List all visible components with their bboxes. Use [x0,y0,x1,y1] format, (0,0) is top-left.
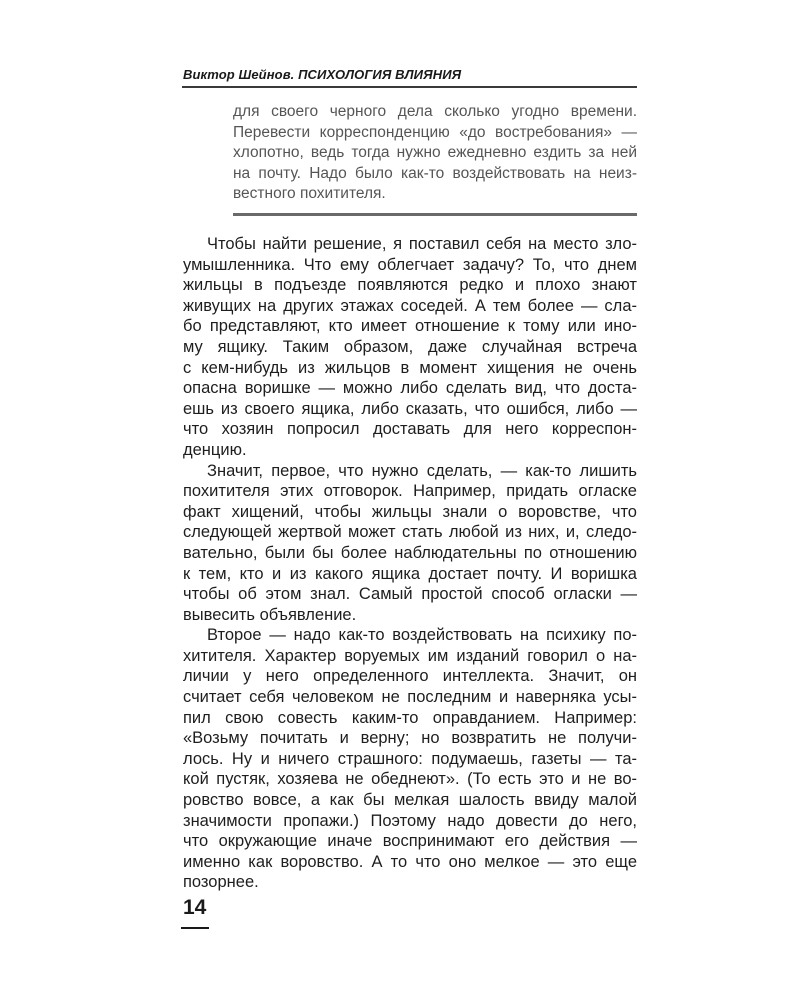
text-line: кой пустяк, хозяева не обеднеют». (То есть это и не во- [183,770,637,789]
text-line: «Возьму почитать и верну; но возвратить не получи- [183,729,637,748]
text-line: личии у него определенного интеллекта. Значит, он [183,667,637,686]
text-line: значимости пропажи.) Поэтому надо довести до него, [183,811,637,830]
text-line: следующей жертвой может стать любой из них, и, следо- [183,523,637,542]
text-line: хитителя. Характер воруемых им изданий говорил о на- [183,646,637,665]
text-line: с кем-нибудь из жильцов в момент хищения не очень [183,358,637,377]
text-line: му ящику. Таким образом, даже случайная встреча [183,337,637,356]
header-divider [182,86,637,88]
page-number-underline [181,927,209,929]
text-line: денцию. [183,440,247,459]
body-text [183,234,637,893]
text-line: именно как воровство. А то что оно мелкое — это еще [183,852,637,871]
text-line: позорнее. [183,873,259,892]
quote-line: хлопотно, ведь тогда нужно ежедневно ездить за ней [233,144,637,161]
text-line: считает себя человеком не последним и наверняка усы- [183,688,637,707]
text-line: жильцы в подъезде появляются редко и плохо знают [183,276,637,295]
quote-divider [233,213,637,216]
text-line: Второе — надо как-то воздействовать на психику по- [207,626,637,645]
quote-block [233,102,637,205]
text-line: к тем, кто и из какого ящика достает почту. И воришка [183,564,637,583]
running-head: Виктор Шейнов. ПСИХОЛОГИЯ ВЛИЯНИЯ [183,67,462,82]
text-line: лось. Ну и ничего страшного: подумаешь, газеты — та- [183,749,637,768]
text-line: факт хищений, чтобы жильцы знали о воровстве, что [183,502,637,521]
text-line: Чтобы найти решение, я поставил себя на место зло- [207,235,637,253]
quote-line: вестного похитителя. [233,185,386,202]
page-number: 14 [183,896,207,919]
quote-line: Перевести корреспонденцию «до востребования» — [233,123,637,141]
text-line: опасна воришке — можно либо сделать вид, что доста- [183,379,637,398]
text-line: пил свою совесть каким-то оправданием. Например: [183,708,637,727]
text-line: умышленника. Что ему облегчает задачу? То, что днем [183,255,637,274]
paragraph-2 [183,461,637,626]
quote-line: на почту. Надо было как-то воздействовать на неиз- [233,164,637,182]
quote-line: для своего черного дела сколько угодно времени. [233,103,637,120]
text-line: вывесить объявление. [183,605,357,624]
paragraph-1 [183,234,637,461]
text-line: что окружающие иначе воспринимают его действия — [183,832,637,851]
text-line: живущих на других этажах соседей. А тем более — сла- [183,296,637,315]
paragraph-3 [183,625,637,893]
text-line: чтобы об этом знал. Самый простой способ огласки — [183,585,637,604]
text-line: похитителя этих отговорок. Например, придать огласке [183,482,637,501]
text-line: ровство вовсе, а как бы мелкая шалость ввиду малой [183,791,637,810]
text-line: вательно, были бы более наблюдательны по отношению [183,543,637,562]
text-line: бо представляют, кто имеет отношение к тому или ино- [183,317,637,336]
text-line: Значит, первое, что нужно сделать, — как-то лишить [207,461,637,480]
text-line: что хозяин попросил доставать для него корреспон- [183,420,637,439]
text-line: ешь из своего ящика, либо сказать, что ошибся, либо — [183,399,637,418]
